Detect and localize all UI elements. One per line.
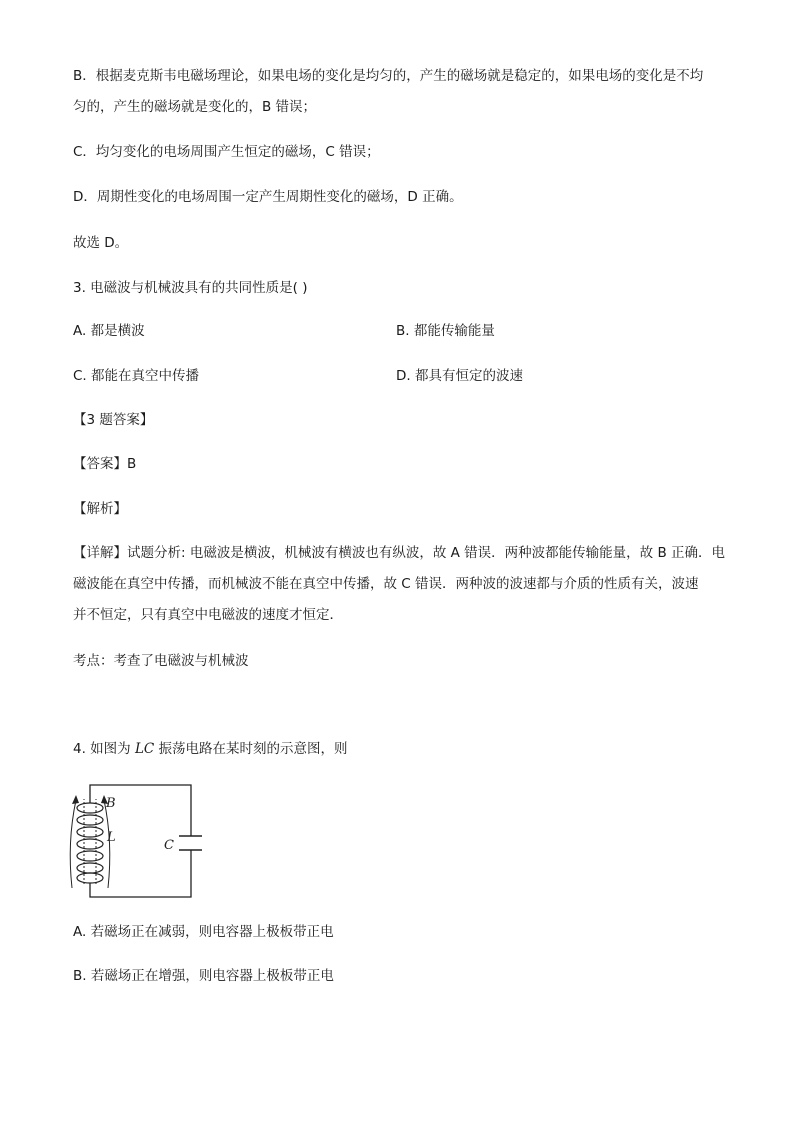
question-3-option-b: B. 都能传输能量 [396, 323, 495, 339]
question-4-stem-after: 振荡电路在某时刻的示意图，则 [154, 741, 348, 757]
inductor-coil [77, 803, 103, 883]
question-3-option-d: D. 都具有恒定的波速 [396, 368, 523, 384]
question-4-stem [73, 739, 348, 759]
question-3-option-c: C. 都能在真空中传播 [73, 368, 200, 384]
explanation-line: 【详解】试题分析: 电磁波是横波，机械波有横波也有纵波，故 A 错误．两种波都能传输能量，故 B 正确．电 [73, 545, 725, 561]
option-c-explanation: C．均匀变化的电场周围产生恒定的磁场，C 错误； [73, 144, 380, 160]
explanation-line: 并不恒定，只有真空中电磁波的速度才恒定． [73, 607, 343, 623]
lc-circuit-diagram [62, 784, 202, 904]
option-d-explanation: D．周期性变化的电场周围一定产生周期性变化的磁场，D 正确。 [73, 189, 463, 205]
capacitor-label-c: C [164, 838, 174, 853]
circuit-wire [90, 850, 191, 897]
question-3-stem: 3. 电磁波与机械波具有的共同性质是( ) [73, 280, 308, 296]
field-label-b: B [106, 796, 116, 811]
question-4-option-b: B. 若磁场正在增强，则电容器上极板带正电 [73, 968, 334, 984]
explanation-line: 磁波能在真空中传播，而机械波不能在真空中传播，故 C 错误．两种波的波速都与介质的性质有关，波速 [73, 576, 699, 592]
question-4-stem-before: 4. 如图为 [73, 741, 135, 757]
analysis-header: 【解析】 [73, 501, 127, 517]
inductor-label-l: L [107, 830, 116, 845]
magnetic-field-lines [70, 799, 110, 888]
arrow-up-icon [72, 795, 79, 804]
exam-point: 考点：考查了电磁波与机械波 [73, 653, 249, 669]
lc-symbol: LC [134, 741, 155, 757]
option-b-explanation-line2: 匀的，产生的磁场就是变化的，B 错误； [73, 99, 317, 115]
question-4-option-a: A. 若磁场正在减弱，则电容器上极板带正电 [73, 924, 334, 940]
final-choice: 故选 D。 [73, 235, 129, 251]
detailed-explanation [73, 538, 723, 631]
option-b-explanation-line1: B．根据麦克斯韦电磁场理论，如果电场的变化是均匀的，产生的磁场就是稳定的，如果电场的变化是不均 [73, 68, 704, 84]
question-3-option-a: A. 都是横波 [73, 323, 145, 339]
answer-line: 【答案】B [73, 456, 137, 472]
answer-section-header: 【3 题答案】 [73, 412, 154, 428]
